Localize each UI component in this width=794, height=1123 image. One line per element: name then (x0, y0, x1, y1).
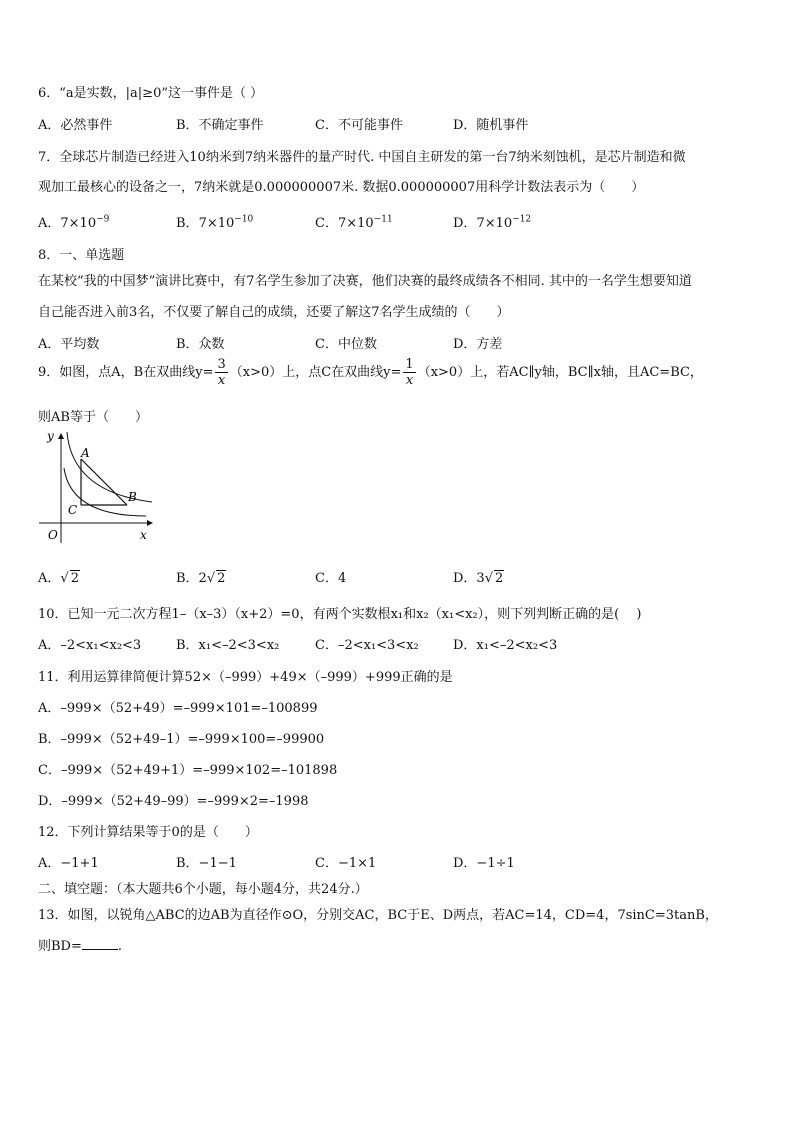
q9-fraction-2 (403, 357, 415, 388)
q7-option-a-base: 7×10 (60, 216, 97, 231)
q9-option-a-sqrt-sign: √ (60, 571, 69, 586)
q9-option-d-label: D．3 (453, 571, 485, 586)
q9-fraction-2-den: x (405, 373, 414, 388)
q6-option-c: C．不可能事件 (315, 118, 403, 133)
q9-option-a-radicand: 2 (70, 571, 79, 586)
q9-option-b (176, 567, 226, 586)
q9-part-2: （x>0）上，点C在双曲线y= (229, 365, 402, 380)
q6-option-d: D．随机事件 (453, 118, 529, 133)
label-x: x (140, 528, 147, 542)
q7-option-a-label: A． (38, 216, 61, 231)
q9-option-a (38, 567, 80, 586)
q7-option-c-label: C． (315, 216, 338, 231)
q12-option-a: A．−1+1 (38, 856, 99, 871)
q10-option-d: D．x₁<–2<x₂<3 (453, 638, 558, 653)
q11-option-a: A．–999×（52+49）=–999×101=–100899 (38, 701, 318, 716)
label-c: C (68, 503, 78, 517)
q9-option-d-sqrt-sign: √ (484, 571, 493, 586)
q9-line-1 (38, 357, 703, 388)
q7-option-d-base: 7×10 (476, 216, 513, 231)
q7-option-c-base: 7×10 (337, 216, 374, 231)
q9-part-3: （x>0）上，若AC∥y轴，BC∥x轴，且AC=BC， (417, 365, 703, 380)
q8-line-1: 在某校“我的中国梦”演讲比赛中，有7名学生参加了决赛，他们决赛的最终成绩各不相同. 其中的一名学生想要知道 (38, 274, 692, 289)
q12-option-d: D．−1÷1 (453, 856, 515, 871)
q7-option-b (176, 212, 253, 231)
q7-option-d-label: D． (453, 216, 477, 231)
label-a: A (81, 446, 90, 460)
q9-fraction-1-den: x (217, 373, 226, 388)
q7-option-b-label: B． (176, 216, 199, 231)
label-b: B (128, 490, 137, 504)
q8-line-2: 自己能否进入前3名，不仅要了解自己的成绩，还要了解这7名学生成绩的（ ） (38, 305, 510, 320)
q13-line-2 (38, 935, 122, 954)
q7-option-c (315, 212, 393, 231)
q7-line-1: 7．全球芯片制造已经进入10纳米到7纳米器件的量产时代. 中国自主研发的第一台7纳米刻蚀机，是芯片制造和微 (38, 150, 686, 165)
q11-stem: 11．利用运算律简便计算52×（–999）+49×（–999）+999正确的是 (38, 670, 453, 685)
q8-option-d: D．方差 (453, 337, 503, 352)
q12-option-b: B．−1−1 (176, 856, 237, 871)
q9-hyperbola-figure (34, 428, 158, 548)
q9-fraction-1 (215, 357, 227, 388)
q7-line-2: 观加工最核心的设备之一，7纳米就是0.000000007米. 数据0.000000007用科学计数法表示为（ ） (38, 180, 645, 195)
q13-line-2-pre: 则BD= (38, 939, 82, 954)
label-o: O (48, 528, 58, 542)
q12-option-c: C．−1×1 (315, 856, 377, 871)
q11-option-d: D．–999×（52+49–99）=–999×2=–1998 (38, 794, 309, 809)
q9-fraction-1-num: 3 (217, 357, 226, 372)
q10-option-b: B．x₁<–2<3<x₂ (176, 638, 280, 653)
q7-option-c-exp: −11 (373, 214, 393, 225)
q7-option-d (453, 212, 531, 231)
q11-option-b: B．–999×（52+49–1）=–999×100=–99900 (38, 732, 325, 747)
q8-option-c: C．中位数 (315, 337, 377, 352)
curve-y-3-over-x (67, 432, 152, 502)
q9-option-b-sqrt-sign: √ (206, 571, 216, 586)
q6-option-b: B．不确定事件 (176, 118, 264, 133)
q13-line-2-post: . (117, 939, 123, 954)
q10-stem: 10．已知一元二次方程1–（x–3）（x+2）=0，有两个实数根x₁和x₂（x₁<x₂），则下列判断正确的是( ) (38, 607, 642, 622)
q9-option-a-label: A． (38, 571, 61, 586)
q9-option-c: C．4 (315, 571, 347, 586)
q9-part-1: 9．如图，点A，B在双曲线y= (38, 365, 214, 380)
q7-option-b-base: 7×10 (198, 216, 235, 231)
q9-line-2: 则AB等于（ ） (38, 410, 148, 425)
q9-fraction-2-num: 1 (405, 357, 414, 372)
q7-option-d-exp: −12 (512, 214, 532, 225)
q9-option-b-label: B．2 (176, 571, 207, 586)
q8-option-a: A．平均数 (38, 337, 100, 352)
q9-option-d-radicand: 2 (495, 571, 504, 586)
q13-answer-blank[interactable] (82, 949, 118, 950)
q12-stem: 12．下列计算结果等于0的是（ ） (38, 825, 258, 840)
segment-ab (81, 459, 127, 505)
q8-heading: 8．一、单选题 (38, 248, 125, 263)
q7-option-a-exp: −9 (96, 214, 110, 225)
q8-option-b: B．众数 (176, 337, 225, 352)
q6-option-a: A．必然事件 (38, 118, 113, 133)
q7-option-b-exp: −10 (234, 214, 254, 225)
section-2-heading: 二、填空题：（本大题共6个小题，每小题4分，共24分.） (38, 882, 368, 897)
q13-line-1: 13．如图，以锐角△ABC的边AB为直径作⊙O，分别交AC，BC于E、D两点，若AC=14，CD=4，7sinC=3tanB， (38, 908, 718, 923)
q10-option-a: A．–2<x₁<x₂<3 (38, 638, 142, 653)
q9-option-b-radicand: 2 (217, 571, 226, 586)
label-y: y (47, 429, 54, 443)
q10-option-c: C．–2<x₁<3<x₂ (315, 638, 419, 653)
q11-option-c: C．–999×（52+49+1）=–999×102=–101898 (38, 763, 338, 778)
q9-option-d (453, 567, 504, 586)
q6-stem: 6．“a是实数，|a|≥0”这一事件是（ ） (38, 86, 264, 101)
q7-option-a (38, 212, 109, 231)
